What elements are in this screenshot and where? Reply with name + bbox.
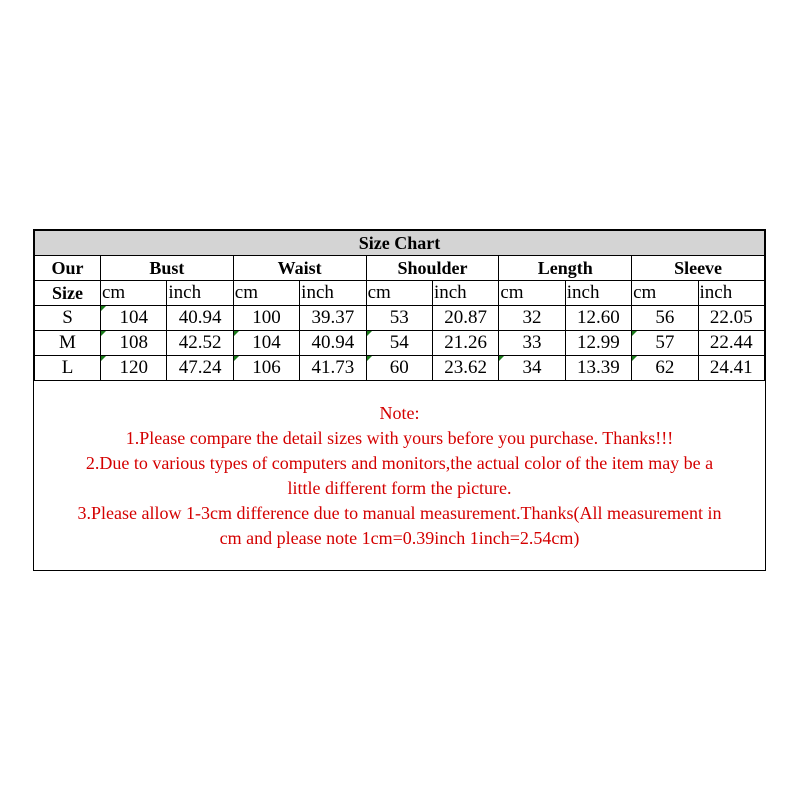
- unit-cm: cm: [233, 281, 299, 306]
- waist-inch-cell: 39.37: [300, 306, 366, 331]
- length-cm-cell: 34: [499, 356, 565, 381]
- unit-cm: cm: [101, 281, 167, 306]
- unit-inch: inch: [698, 281, 764, 306]
- note-line-3b: cm and please note 1cm=0.39inch 1inch=2.54cm): [219, 528, 580, 548]
- table-row: [35, 306, 765, 331]
- unit-cm: cm: [499, 281, 565, 306]
- header-bust: Bust: [101, 256, 234, 281]
- header-sleeve: Sleeve: [632, 256, 765, 281]
- bust-cm-cell: 104: [101, 306, 167, 331]
- table-row: [35, 356, 765, 381]
- size-chart: [33, 229, 766, 571]
- title-row: [35, 231, 765, 256]
- bust-cm-cell: 120: [101, 356, 167, 381]
- header-waist: Waist: [233, 256, 366, 281]
- note-line-3a: 3.Please allow 1-3cm difference due to manual measurement.Thanks(All measurement in: [77, 503, 722, 523]
- sleeve-cm-cell: 56: [632, 306, 698, 331]
- length-inch-cell: 12.99: [565, 331, 631, 356]
- note-box: [34, 380, 765, 570]
- note-line-2a: 2.Due to various types of computers and monitors,the actual color of the item may be a: [85, 453, 714, 473]
- unit-cm: cm: [366, 281, 432, 306]
- unit-inch: inch: [565, 281, 631, 306]
- header-length: Length: [499, 256, 632, 281]
- size-column-header-top: Our: [35, 256, 101, 281]
- shoulder-inch-cell: 21.26: [432, 331, 498, 356]
- bust-inch-cell: 42.52: [167, 331, 233, 356]
- size-label: S: [35, 306, 101, 331]
- sleeve-cm-cell: 62: [632, 356, 698, 381]
- waist-cm-cell: 100: [233, 306, 299, 331]
- unit-cm: cm: [632, 281, 698, 306]
- sleeve-inch-cell: 22.44: [698, 331, 764, 356]
- unit-inch: inch: [300, 281, 366, 306]
- shoulder-cm-cell: 60: [366, 356, 432, 381]
- size-column-header-bottom: Size: [35, 281, 101, 306]
- waist-inch-cell: 41.73: [300, 356, 366, 381]
- measure-header-row: [35, 256, 765, 281]
- note-line-2b: little different form the picture.: [287, 478, 512, 498]
- sleeve-cm-cell: 57: [632, 331, 698, 356]
- note-line-1: 1.Please compare the detail sizes with yours before you purchase. Thanks!!!: [125, 428, 674, 448]
- shoulder-cm-cell: 53: [366, 306, 432, 331]
- unit-inch: inch: [167, 281, 233, 306]
- waist-cm-cell: 106: [233, 356, 299, 381]
- chart-title: Size Chart: [35, 231, 765, 256]
- bust-cm-cell: 108: [101, 331, 167, 356]
- table-row: [35, 331, 765, 356]
- length-cm-cell: 33: [499, 331, 565, 356]
- sleeve-inch-cell: 24.41: [698, 356, 764, 381]
- unit-inch: inch: [432, 281, 498, 306]
- size-label: M: [35, 331, 101, 356]
- header-shoulder: Shoulder: [366, 256, 499, 281]
- size-label: L: [35, 356, 101, 381]
- shoulder-cm-cell: 54: [366, 331, 432, 356]
- bust-inch-cell: 47.24: [167, 356, 233, 381]
- shoulder-inch-cell: 23.62: [432, 356, 498, 381]
- waist-cm-cell: 104: [233, 331, 299, 356]
- note-heading: Note:: [379, 403, 420, 423]
- sleeve-inch-cell: 22.05: [698, 306, 764, 331]
- bust-inch-cell: 40.94: [167, 306, 233, 331]
- size-table: [34, 230, 765, 381]
- waist-inch-cell: 40.94: [300, 331, 366, 356]
- unit-header-row: [35, 281, 765, 306]
- length-inch-cell: 12.60: [565, 306, 631, 331]
- length-cm-cell: 32: [499, 306, 565, 331]
- shoulder-inch-cell: 20.87: [432, 306, 498, 331]
- length-inch-cell: 13.39: [565, 356, 631, 381]
